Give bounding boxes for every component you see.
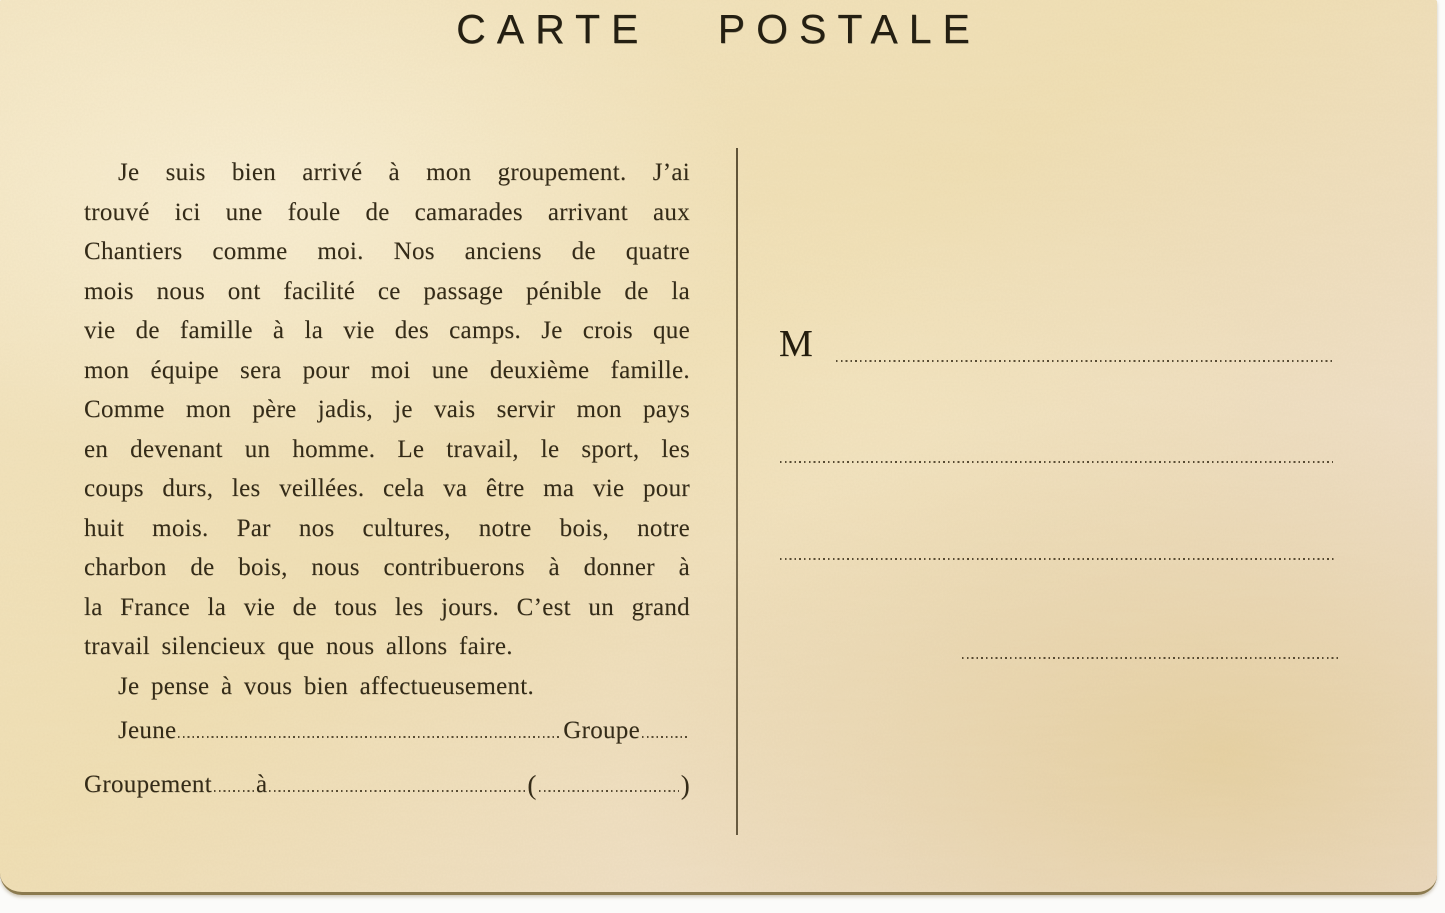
address-line-4 <box>962 657 1338 659</box>
groupement-fill-line <box>214 790 254 792</box>
address-line-3 <box>780 558 1336 560</box>
groupe-fill-line <box>642 736 688 738</box>
groupe-label: Groupe <box>563 717 640 744</box>
message-line: Je pense à vous bien affectueusement. <box>118 672 535 700</box>
card-title: CARTE POSTALE <box>456 6 981 52</box>
message-line: trouvé ici une foule de camarades arrivant aux <box>84 198 690 226</box>
at-label: à <box>255 771 268 798</box>
message-line: Je suis bien arrivé à mon groupement. J’ai <box>118 159 690 186</box>
open-paren: ( <box>527 770 537 800</box>
center-divider-line <box>736 148 738 835</box>
message-line: la France la vie de tous les jours. C’est un grand <box>84 593 690 621</box>
message-line: charbon de bois, nous contribuerons à donner à <box>84 554 690 581</box>
location-fill-line <box>269 790 525 792</box>
groupement-label: Groupement <box>84 771 212 798</box>
message-line: mon équipe sera pour moi une deuxième famille. <box>84 356 690 384</box>
form-row-jeune <box>84 716 690 746</box>
message-line: huit mois. Par nos cultures, notre bois, notre <box>84 514 690 542</box>
message-line: Comme mon père jadis, je vais servir mon pays <box>84 396 690 423</box>
message-block <box>84 153 690 706</box>
message-line: vie de famille à la vie des camps. Je crois que <box>84 317 690 344</box>
message-line: travail silencieux que nous allons faire. <box>84 633 513 660</box>
close-paren: ) <box>680 770 690 800</box>
paren-fill-line <box>539 790 679 792</box>
message-line: en devenant un homme. Le travail, le sport, les <box>84 435 690 463</box>
message-line: coups durs, les veillées. cela va être ma vie pour <box>84 475 690 502</box>
message-line: mois nous ont facilité ce passage pénible de la <box>84 277 690 305</box>
jeune-label: Jeune <box>118 717 177 744</box>
message-line: Chantiers comme moi. Nos anciens de quatre <box>84 238 690 265</box>
addressee-salutation: M <box>779 323 813 365</box>
address-line-1 <box>836 360 1333 362</box>
form-row-groupement <box>84 770 690 800</box>
jeune-fill-line <box>178 736 561 738</box>
address-line-2 <box>780 461 1333 463</box>
